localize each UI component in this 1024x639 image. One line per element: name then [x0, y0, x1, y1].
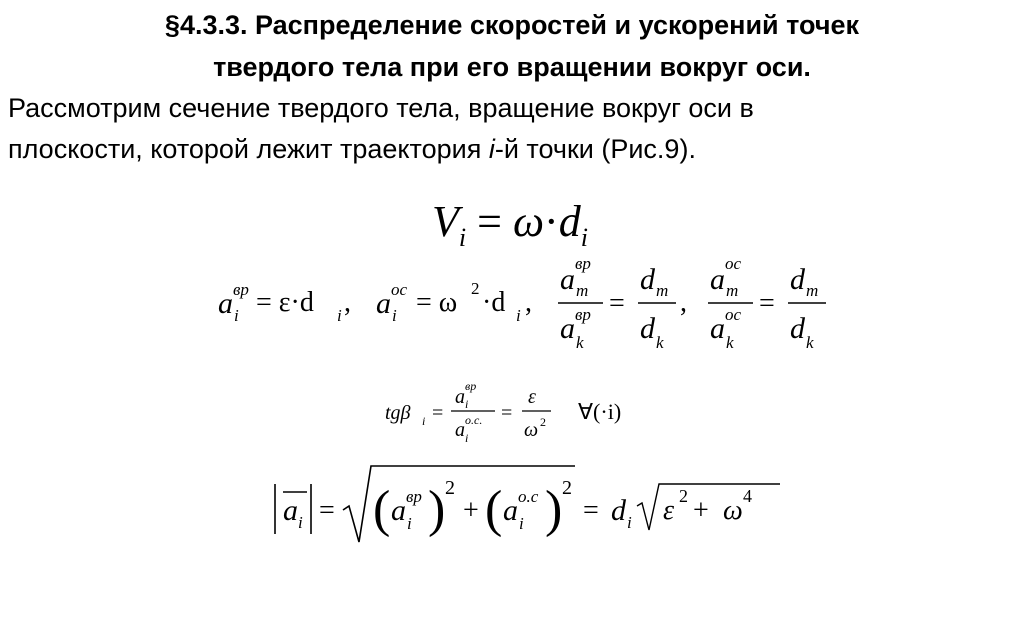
svg-text:ос: ос [725, 254, 742, 273]
svg-text:ос: ос [391, 280, 408, 299]
svg-text:k: k [806, 333, 814, 352]
svg-text:i: i [234, 306, 239, 325]
svg-text:i: i [516, 306, 521, 325]
svg-text:+: + [693, 495, 709, 526]
svg-text:= ω: = ω [416, 287, 458, 318]
svg-text:2: 2 [562, 477, 572, 499]
svg-text:2: 2 [471, 279, 480, 298]
paragraph-index-i: i [488, 134, 495, 164]
svg-text:=: = [583, 495, 599, 526]
svg-text:∀(·i): ∀(·i) [578, 399, 622, 424]
paragraph-line-2-end: -й точки (Рис.9). [494, 134, 696, 164]
svg-text:+: + [463, 495, 479, 526]
svg-text:a: a [710, 312, 725, 345]
svg-text:,: , [344, 287, 351, 318]
svg-text:i: i [465, 431, 469, 445]
svg-text:= ε·d: = ε·d [256, 287, 314, 318]
svg-text:=: = [609, 288, 625, 319]
svg-text:k: k [726, 333, 734, 352]
svg-text:ε: ε [528, 386, 536, 408]
svg-text:=: = [501, 402, 513, 424]
svg-text:a: a [710, 263, 725, 296]
svg-text:a: a [560, 263, 575, 296]
paragraph-line-2 [8, 129, 1008, 170]
svg-text:a: a [455, 419, 465, 441]
svg-text:d: d [640, 263, 655, 296]
svg-text:вр: вр [406, 487, 422, 506]
heading-line-2: твердого тела при его вращении вокруг оси. [213, 52, 811, 82]
svg-text:a: a [218, 287, 233, 320]
magnitude-formula [265, 462, 805, 547]
svg-text:k: k [656, 333, 664, 352]
paragraph-line-1: Рассмотрим сечение твердого тела, вращение вокруг оси в [8, 93, 754, 123]
svg-text:i: i [519, 514, 524, 533]
svg-text:4: 4 [743, 486, 752, 506]
svg-text:=: = [432, 402, 444, 424]
svg-text:a: a [560, 312, 575, 345]
svg-text:a: a [283, 494, 298, 527]
svg-text:=: = [319, 495, 335, 526]
svg-text:): ) [545, 481, 563, 538]
svg-text:2: 2 [445, 477, 455, 499]
svg-text:d: d [611, 494, 626, 527]
svg-text:вр: вр [575, 305, 591, 324]
paragraph-line-2-start: плоскости, которой лежит траектория [8, 134, 489, 164]
svg-text:d: d [790, 312, 805, 345]
svg-text:m: m [726, 281, 739, 300]
svg-text:i: i [298, 513, 303, 532]
svg-text:,: , [680, 287, 687, 318]
svg-text:tgβ: tgβ [385, 402, 411, 424]
svg-text:i: i [337, 306, 342, 325]
svg-text:ω: ω [524, 419, 539, 441]
svg-text:a: a [391, 494, 406, 527]
svg-text:m: m [806, 281, 819, 300]
svg-text:i: i [392, 306, 397, 325]
tangent-formula [385, 378, 665, 450]
svg-text:ω: ω [723, 495, 743, 526]
svg-text:вр: вр [575, 254, 591, 273]
svg-text:ос: ос [725, 305, 742, 324]
svg-text:вр: вр [233, 280, 249, 299]
svg-text:ε: ε [663, 495, 675, 526]
svg-text:·d: ·d [482, 287, 506, 318]
svg-text:i: i [627, 513, 632, 532]
svg-text:(: ( [373, 481, 391, 538]
svg-text:o.c.: o.c. [465, 413, 483, 427]
svg-text:i: i [422, 414, 426, 428]
svg-text:,: , [525, 287, 532, 318]
svg-text:i: i [465, 397, 469, 411]
svg-text:k: k [576, 333, 584, 352]
svg-text:i: i [407, 514, 412, 533]
svg-text:вр: вр [465, 379, 477, 393]
svg-text:o.c: o.c [518, 487, 539, 506]
svg-text:d: d [790, 263, 805, 296]
svg-text:a: a [503, 494, 518, 527]
heading-line-1: §4.3.3. Распределение скоростей и ускорений точек [164, 10, 860, 40]
svg-text:(: ( [485, 481, 503, 538]
svg-text:d: d [640, 312, 655, 345]
velocity-formula: $V_i = \omega\cdot d_i$ [432, 197, 588, 252]
svg-text:=: = [759, 288, 775, 319]
svg-text:a: a [455, 386, 465, 408]
svg-text:2: 2 [679, 486, 688, 506]
svg-text:m: m [656, 281, 669, 300]
svg-text:a: a [376, 287, 391, 320]
svg-text:): ) [428, 481, 446, 538]
svg-text:m: m [576, 281, 589, 300]
acceleration-formulas [210, 250, 850, 360]
svg-text:2: 2 [540, 415, 546, 429]
